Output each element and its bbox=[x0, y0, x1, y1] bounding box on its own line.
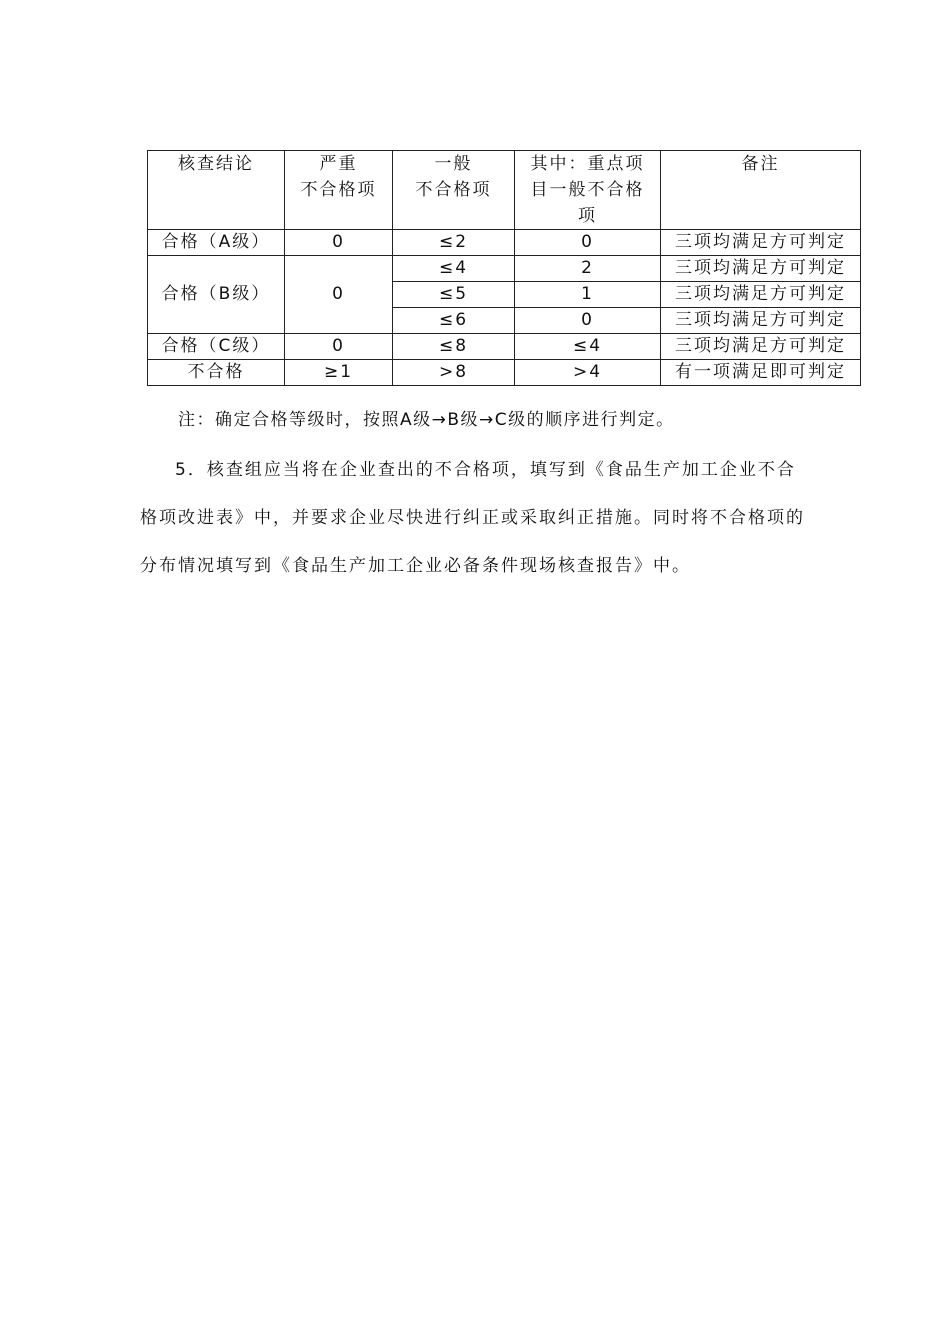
header-conclusion: 核查结论 bbox=[148, 151, 285, 230]
cell-conclusion: 合格（C级） bbox=[148, 334, 285, 360]
cell-remark: 三项均满足方可判定 bbox=[661, 282, 861, 308]
table-row bbox=[148, 256, 861, 282]
cell-remark: 三项均满足方可判定 bbox=[661, 334, 861, 360]
cell-remark: 三项均满足方可判定 bbox=[661, 308, 861, 334]
cell-key: 1 bbox=[515, 282, 661, 308]
paragraph-line: 分布情况填写到《食品生产加工企业必备条件现场核查报告》中。 bbox=[140, 556, 691, 576]
table-row bbox=[148, 334, 861, 360]
cell-serious: ≥1 bbox=[285, 360, 393, 386]
grading-table bbox=[147, 150, 861, 386]
cell-remark: 三项均满足方可判定 bbox=[661, 256, 861, 282]
cell-key: 2 bbox=[515, 256, 661, 282]
cell-conclusion: 不合格 bbox=[148, 360, 285, 386]
header-serious-nonconformity: 严重 不合格项 bbox=[285, 151, 393, 230]
cell-general: ≤2 bbox=[393, 230, 515, 256]
paragraph-line: 格项改进表》中，并要求企业尽快进行纠正或采取纠正措施。同时将不合格项的 bbox=[140, 508, 805, 528]
table-row bbox=[148, 360, 861, 386]
cell-conclusion: 合格（B级） bbox=[148, 256, 285, 334]
paragraph-line: 5．核查组应当将在企业查出的不合格项，填写到《食品生产加工企业不合 bbox=[175, 460, 796, 480]
cell-remark: 有一项满足即可判定 bbox=[661, 360, 861, 386]
cell-key: 0 bbox=[515, 308, 661, 334]
cell-key: ≤4 bbox=[515, 334, 661, 360]
cell-conclusion: 合格（A级） bbox=[148, 230, 285, 256]
header-remark: 备注 bbox=[661, 151, 861, 230]
table-header-row bbox=[148, 151, 861, 230]
header-general-nonconformity: 一般 不合格项 bbox=[393, 151, 515, 230]
cell-general: ≤6 bbox=[393, 308, 515, 334]
cell-serious: 0 bbox=[285, 334, 393, 360]
cell-general: ≤4 bbox=[393, 256, 515, 282]
cell-serious: 0 bbox=[285, 230, 393, 256]
cell-key: >4 bbox=[515, 360, 661, 386]
cell-key: 0 bbox=[515, 230, 661, 256]
header-key-general-nonconformity: 其中：重点项 目一般不合格 项 bbox=[515, 151, 661, 230]
table-row bbox=[148, 230, 861, 256]
cell-general: ≤8 bbox=[393, 334, 515, 360]
cell-general: >8 bbox=[393, 360, 515, 386]
table-note: 注：确定合格等级时，按照A级→B级→C级的顺序进行判定。 bbox=[178, 410, 675, 430]
cell-general: ≤5 bbox=[393, 282, 515, 308]
cell-remark: 三项均满足方可判定 bbox=[661, 230, 861, 256]
cell-serious: 0 bbox=[285, 256, 393, 334]
